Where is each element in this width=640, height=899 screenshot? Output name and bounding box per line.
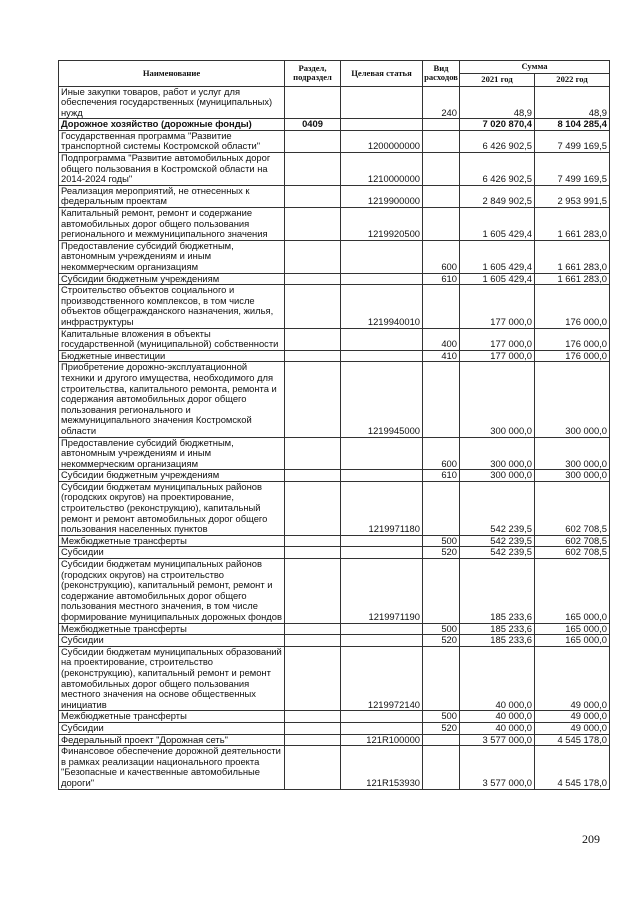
cell-name: Субсидии бюджетам муниципальных районов (городских округов) на строительство (реконструкцию), капитальный ремонт, ремонт и содержание автомобильных дорог общего пользования местного значения, в том числе формирование муниципальных дорожных фондов <box>59 559 285 624</box>
cell-name: Капитальные вложения в объекты государственной (муниципальной) собственности <box>59 328 285 350</box>
cell-kind: 610 <box>423 273 460 285</box>
table-row <box>59 240 610 273</box>
cell-2021: 185 233,6 <box>460 635 535 647</box>
cell-name: Федеральный проект "Дорожная сеть" <box>59 734 285 746</box>
cell-section <box>285 208 341 241</box>
budget-document <box>58 60 609 790</box>
cell-name: Бюджетные инвестиции <box>59 350 285 362</box>
cell-kind: 600 <box>423 437 460 470</box>
cell-target: 1219971190 <box>341 559 423 624</box>
table-row <box>59 623 610 635</box>
cell-section <box>285 437 341 470</box>
cell-kind <box>423 746 460 789</box>
cell-section <box>285 711 341 723</box>
cell-2022: 49 000,0 <box>535 711 610 723</box>
cell-2022: 49 000,0 <box>535 646 610 711</box>
header-2022: 2022 год <box>535 74 610 87</box>
cell-kind <box>423 185 460 207</box>
cell-target <box>341 119 423 131</box>
cell-name: Субсидии <box>59 635 285 647</box>
table-row <box>59 350 610 362</box>
cell-section <box>285 153 341 186</box>
cell-name: Подпрограмма "Развитие автомобильных дорог общего пользования в Костромской области на 2014-2024 годы" <box>59 153 285 186</box>
cell-2021: 177 000,0 <box>460 328 535 350</box>
cell-section <box>285 623 341 635</box>
table-header <box>59 61 610 87</box>
cell-kind: 240 <box>423 86 460 119</box>
header-name: Наименование <box>59 61 285 87</box>
cell-section <box>285 273 341 285</box>
cell-2021: 3 577 000,0 <box>460 734 535 746</box>
cell-2021: 40 000,0 <box>460 711 535 723</box>
cell-2021: 542 239,5 <box>460 481 535 535</box>
cell-section <box>285 547 341 559</box>
cell-target <box>341 437 423 470</box>
table-row <box>59 635 610 647</box>
cell-name: Межбюджетные трансферты <box>59 623 285 635</box>
table-row <box>59 273 610 285</box>
cell-section <box>285 362 341 437</box>
cell-2022: 602 708,5 <box>535 535 610 547</box>
cell-name: Субсидии бюджетным учреждениям <box>59 273 285 285</box>
cell-section <box>285 635 341 647</box>
cell-2022: 49 000,0 <box>535 722 610 734</box>
cell-2022: 300 000,0 <box>535 470 610 482</box>
cell-name: Государственная программа "Развитие транспортной системы Костромской области" <box>59 130 285 152</box>
cell-name: Предоставление субсидий бюджетным, автономным учреждениям и иным некоммерческим организациям <box>59 437 285 470</box>
cell-name: Приобретение дорожно-эксплуатационной техники и другого имущества, необходимого для строительства, капитального ремонта, ремонта и содержания автомобильных дорог общего пользования регионального и межмуниципального значения Костромской области <box>59 362 285 437</box>
cell-name: Финансовое обеспечение дорожной деятельности в рамках реализации национального проекта "Безопасные и качественные автомобильные дороги" <box>59 746 285 789</box>
cell-name: Реализация мероприятий, не отнесенных к федеральным проектам <box>59 185 285 207</box>
table-row <box>59 130 610 152</box>
cell-kind <box>423 130 460 152</box>
table-row <box>59 711 610 723</box>
table-row <box>59 437 610 470</box>
cell-target: 1200000000 <box>341 130 423 152</box>
cell-kind <box>423 208 460 241</box>
cell-2022: 165 000,0 <box>535 623 610 635</box>
cell-target <box>341 711 423 723</box>
header-sum: Сумма <box>460 61 610 74</box>
cell-name: Субсидии бюджетам муниципальных образований на проектирование, строительство (реконструкцию), капитальный ремонт и ремонт автомобильных дорог общего пользования местного значения на основе общественных инициатив <box>59 646 285 711</box>
cell-2021: 300 000,0 <box>460 437 535 470</box>
cell-2021: 6 426 902,5 <box>460 153 535 186</box>
cell-kind <box>423 559 460 624</box>
cell-kind: 500 <box>423 535 460 547</box>
table-row <box>59 547 610 559</box>
header-2021: 2021 год <box>460 74 535 87</box>
cell-2022: 1 661 283,0 <box>535 208 610 241</box>
cell-target <box>341 273 423 285</box>
cell-target: 1219900000 <box>341 185 423 207</box>
cell-2021: 300 000,0 <box>460 470 535 482</box>
cell-kind: 500 <box>423 623 460 635</box>
cell-target: 1219920500 <box>341 208 423 241</box>
cell-target: 1219972140 <box>341 646 423 711</box>
cell-target <box>341 240 423 273</box>
cell-target <box>341 635 423 647</box>
cell-target: 1210000000 <box>341 153 423 186</box>
cell-2021: 6 426 902,5 <box>460 130 535 152</box>
cell-2022: 4 545 178,0 <box>535 746 610 789</box>
cell-2022: 300 000,0 <box>535 437 610 470</box>
cell-kind <box>423 119 460 131</box>
cell-target <box>341 535 423 547</box>
table-row <box>59 119 610 131</box>
table-body <box>59 86 610 789</box>
cell-name: Субсидии <box>59 722 285 734</box>
cell-2022: 176 000,0 <box>535 328 610 350</box>
cell-2022: 1 661 283,0 <box>535 240 610 273</box>
cell-kind: 610 <box>423 470 460 482</box>
cell-section <box>285 86 341 119</box>
cell-2022: 4 545 178,0 <box>535 734 610 746</box>
cell-2021: 185 233,6 <box>460 559 535 624</box>
cell-section <box>285 240 341 273</box>
cell-kind: 520 <box>423 722 460 734</box>
cell-target: 1219945000 <box>341 362 423 437</box>
cell-section <box>285 722 341 734</box>
cell-target: 1219940010 <box>341 285 423 328</box>
table-row <box>59 208 610 241</box>
cell-2021: 7 020 870,4 <box>460 119 535 131</box>
cell-target <box>341 722 423 734</box>
cell-name: Межбюджетные трансферты <box>59 711 285 723</box>
cell-name: Межбюджетные трансферты <box>59 535 285 547</box>
cell-kind <box>423 646 460 711</box>
table-row <box>59 559 610 624</box>
table-row <box>59 470 610 482</box>
table-row <box>59 481 610 535</box>
cell-kind <box>423 153 460 186</box>
cell-2022: 48,9 <box>535 86 610 119</box>
cell-target: 121R153930 <box>341 746 423 789</box>
table-row <box>59 285 610 328</box>
cell-name: Предоставление субсидий бюджетным, автономным учреждениям и иным некоммерческим организациям <box>59 240 285 273</box>
cell-section <box>285 130 341 152</box>
cell-section <box>285 350 341 362</box>
cell-kind <box>423 734 460 746</box>
cell-2022: 7 499 169,5 <box>535 130 610 152</box>
cell-kind: 520 <box>423 547 460 559</box>
cell-2021: 3 577 000,0 <box>460 746 535 789</box>
cell-section <box>285 734 341 746</box>
header-section: Раздел, подраздел <box>285 61 341 87</box>
cell-2021: 177 000,0 <box>460 285 535 328</box>
budget-table <box>58 60 610 790</box>
cell-kind <box>423 362 460 437</box>
cell-2021: 40 000,0 <box>460 646 535 711</box>
cell-2022: 7 499 169,5 <box>535 153 610 186</box>
cell-section: 0409 <box>285 119 341 131</box>
cell-section <box>285 535 341 547</box>
cell-name: Субсидии бюджетным учреждениям <box>59 470 285 482</box>
table-row <box>59 535 610 547</box>
cell-section <box>285 646 341 711</box>
table-row <box>59 746 610 789</box>
cell-kind: 400 <box>423 328 460 350</box>
cell-2022: 1 661 283,0 <box>535 273 610 285</box>
cell-2021: 1 605 429,4 <box>460 208 535 241</box>
cell-section <box>285 185 341 207</box>
table-row <box>59 86 610 119</box>
cell-2021: 300 000,0 <box>460 362 535 437</box>
cell-kind: 520 <box>423 635 460 647</box>
cell-2022: 602 708,5 <box>535 547 610 559</box>
cell-name: Субсидии <box>59 547 285 559</box>
cell-2022: 8 104 285,4 <box>535 119 610 131</box>
cell-name: Капитальный ремонт, ремонт и содержание автомобильных дорог общего пользования регионального и межмуниципального значения <box>59 208 285 241</box>
cell-section <box>285 470 341 482</box>
cell-section <box>285 285 341 328</box>
cell-kind <box>423 481 460 535</box>
table-row <box>59 362 610 437</box>
cell-2022: 165 000,0 <box>535 559 610 624</box>
cell-name: Дорожное хозяйство (дорожные фонды) <box>59 119 285 131</box>
cell-target <box>341 328 423 350</box>
cell-kind <box>423 285 460 328</box>
cell-name: Иные закупки товаров, работ и услуг для обеспечения государственных (муниципальных) нужд <box>59 86 285 119</box>
header-target: Целевая статья <box>341 61 423 87</box>
cell-target <box>341 86 423 119</box>
cell-2021: 185 233,6 <box>460 623 535 635</box>
cell-section <box>285 328 341 350</box>
table-row <box>59 722 610 734</box>
table-row <box>59 646 610 711</box>
cell-target <box>341 470 423 482</box>
cell-2022: 2 953 991,5 <box>535 185 610 207</box>
cell-kind: 500 <box>423 711 460 723</box>
cell-section <box>285 559 341 624</box>
cell-2021: 1 605 429,4 <box>460 240 535 273</box>
cell-name: Субсидии бюджетам муниципальных районов (городских округов) на проектирование, строительство (реконструкцию), капитальный ремонт и ремонт автомобильных дорог общего пользования населенных пунктов <box>59 481 285 535</box>
cell-2021: 1 605 429,4 <box>460 273 535 285</box>
cell-name: Строительство объектов социального и производственного комплексов, в том числе объектов общегражданского назначения, жилья, инфраструктуры <box>59 285 285 328</box>
cell-2021: 2 849 902,5 <box>460 185 535 207</box>
header-kind: Вид расходов <box>423 61 460 87</box>
cell-target <box>341 547 423 559</box>
table-row <box>59 734 610 746</box>
page-number: 209 <box>582 832 600 846</box>
cell-2021: 48,9 <box>460 86 535 119</box>
cell-target: 121R100000 <box>341 734 423 746</box>
cell-2022: 176 000,0 <box>535 285 610 328</box>
cell-target <box>341 350 423 362</box>
cell-kind: 410 <box>423 350 460 362</box>
cell-2021: 177 000,0 <box>460 350 535 362</box>
cell-target: 1219971180 <box>341 481 423 535</box>
cell-target <box>341 623 423 635</box>
cell-section <box>285 746 341 789</box>
cell-kind: 600 <box>423 240 460 273</box>
cell-2022: 165 000,0 <box>535 635 610 647</box>
cell-2022: 602 708,5 <box>535 481 610 535</box>
table-row <box>59 185 610 207</box>
cell-2021: 40 000,0 <box>460 722 535 734</box>
cell-2021: 542 239,5 <box>460 547 535 559</box>
cell-section <box>285 481 341 535</box>
table-row <box>59 153 610 186</box>
table-row <box>59 328 610 350</box>
cell-2022: 176 000,0 <box>535 350 610 362</box>
cell-2021: 542 239,5 <box>460 535 535 547</box>
cell-2022: 300 000,0 <box>535 362 610 437</box>
